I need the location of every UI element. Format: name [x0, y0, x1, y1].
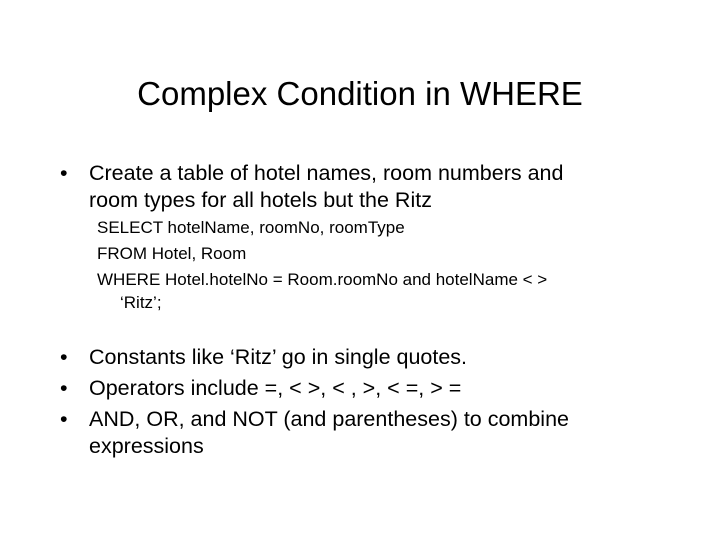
bullet-dot-icon: • [60, 345, 68, 369]
bullet-1-line-1: Create a table of hotel names, room numbers and [89, 161, 564, 185]
sql-select-line: SELECT hotelName, roomNo, roomType [97, 218, 405, 237]
bullet-2-text: Constants like ‘Ritz’ go in single quotes. [89, 345, 468, 369]
bullet-dot-icon: • [60, 376, 68, 400]
bullet-4-line-1: AND, OR, and NOT (and parentheses) to combine [89, 407, 569, 431]
sql-from-line: FROM Hotel, Room [97, 244, 247, 263]
bullet-4-line-2: expressions [89, 434, 204, 458]
bullet-3-text: Operators include =, < >, < , >, < =, > = [89, 376, 462, 400]
sql-where-continuation: ‘Ritz’; [120, 293, 162, 312]
bullet-dot-icon: • [60, 407, 68, 431]
bullet-1-line-2: room types for all hotels but the Ritz [89, 188, 432, 212]
sql-where-line: WHERE Hotel.hotelNo = Room.roomNo and hotelName < > [97, 270, 548, 289]
bullet-dot-icon: • [60, 161, 68, 185]
slide-title: Complex Condition in WHERE [137, 75, 583, 112]
